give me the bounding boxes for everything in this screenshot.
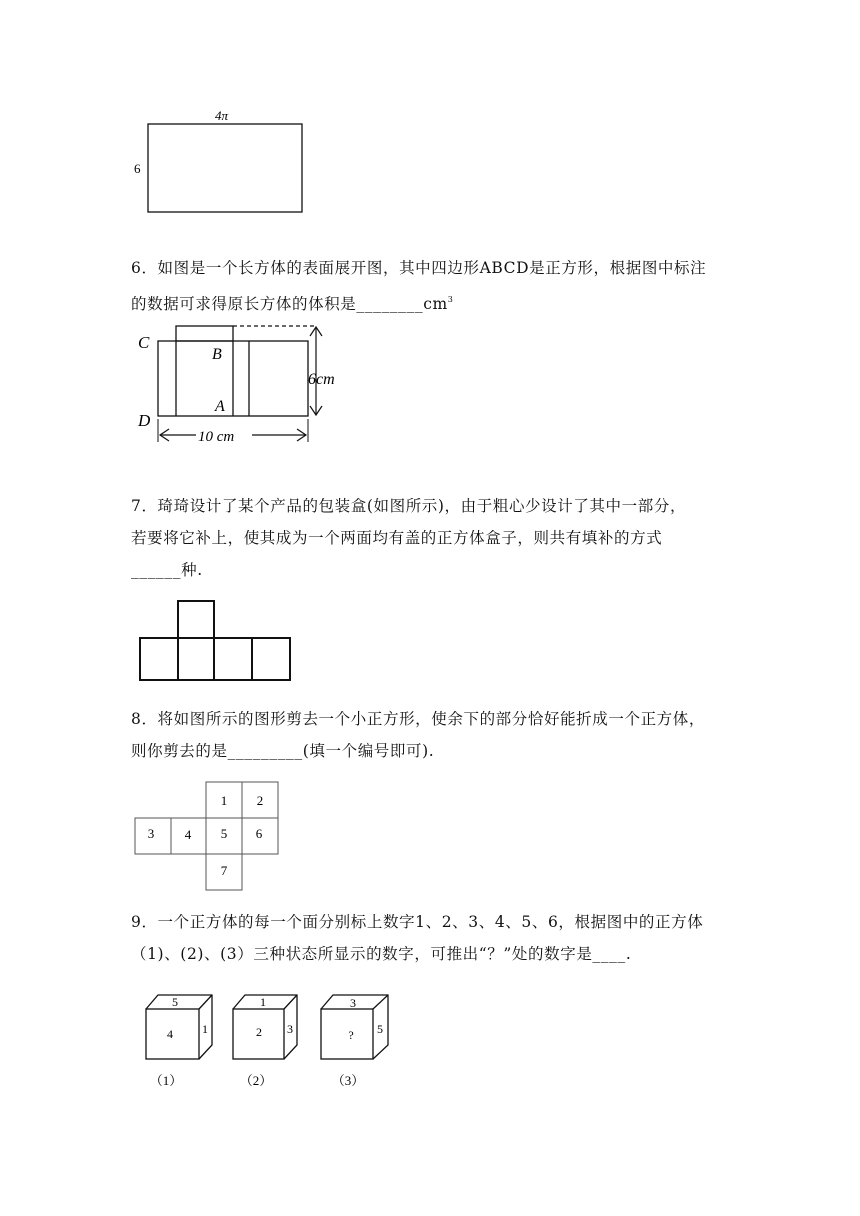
question-8 — [131, 703, 705, 767]
cube-3-right: 5 — [377, 1022, 383, 1036]
cube-3-top: 3 — [350, 996, 356, 1010]
square-3-label: 3 — [147, 826, 155, 841]
q6-line2 — [131, 284, 706, 320]
square-7-label: 7 — [220, 863, 228, 878]
rectangle-top-label: 4π — [215, 108, 229, 123]
rectangle-side-label: 6 — [134, 161, 141, 176]
net-label-d: D — [138, 411, 151, 430]
box-net-figure — [135, 595, 300, 687]
question-6 — [131, 252, 706, 320]
net-width-label: 10 cm — [198, 429, 235, 445]
cube-2-caption: （2） — [239, 1073, 273, 1088]
q9-line1: 9．一个正方体的每一个面分别标上数字1、2、3、4、5、6，根据图中的正方体 — [131, 913, 704, 931]
q7-line2: 若要将它补上，使其成为一个两面均有盖的正方体盒子，则共有填补的方式 — [131, 529, 663, 547]
square-5-label: 5 — [220, 826, 228, 841]
cubes-figure — [130, 985, 400, 1095]
q7-line1: 7．琦琦设计了某个产品的包装盒(如图所示)，由于粗心少设计了其中一部分， — [131, 497, 687, 515]
cube-2-front: 2 — [256, 1025, 262, 1039]
cuboid-net-figure — [130, 318, 360, 453]
cube-2-right: 3 — [287, 1022, 293, 1036]
cube-1-top: 5 — [172, 995, 178, 1009]
q9-line2: （1)、(2)、(3）三种状态所显示的数字，可推出“？”处的数字是____. — [131, 945, 632, 963]
net-height-label: 6cm — [308, 371, 335, 388]
question-7 — [131, 490, 686, 586]
cube-2-top: 1 — [260, 995, 266, 1009]
square-1-label: 1 — [220, 793, 228, 808]
q8-line1: 8．将如图所示的图形剪去一个小正方形，使余下的部分恰好能折成一个正方体， — [131, 710, 705, 728]
square-4-label: 4 — [184, 827, 192, 842]
cube-1-caption: （1） — [149, 1073, 183, 1088]
cube-3-caption: （3） — [331, 1073, 365, 1088]
numbered-squares-figure — [130, 778, 290, 896]
q6-line2-text: 的数据可求得原长方体的体积是________cm — [131, 295, 448, 313]
q6-unit-sup: 3 — [447, 295, 454, 304]
cube-3-front: ? — [348, 1028, 354, 1042]
question-9 — [131, 906, 703, 970]
square-2-label: 2 — [256, 793, 264, 808]
net-label-c: C — [138, 333, 150, 352]
net-label-b: B — [212, 346, 222, 363]
square-6-label: 6 — [255, 826, 263, 841]
q6-line1: 6．如图是一个长方体的表面展开图，其中四边形ABCD是正方形，根据图中标注 — [131, 259, 707, 277]
net-label-a: A — [215, 398, 225, 415]
rectangle-figure — [125, 100, 325, 220]
q8-line2: 则你剪去的是_________(填一个编号即可). — [131, 742, 435, 760]
cube-1-front: 4 — [167, 1027, 173, 1041]
q7-line3: ______种. — [131, 561, 203, 579]
cube-1-right: 1 — [202, 1022, 208, 1036]
